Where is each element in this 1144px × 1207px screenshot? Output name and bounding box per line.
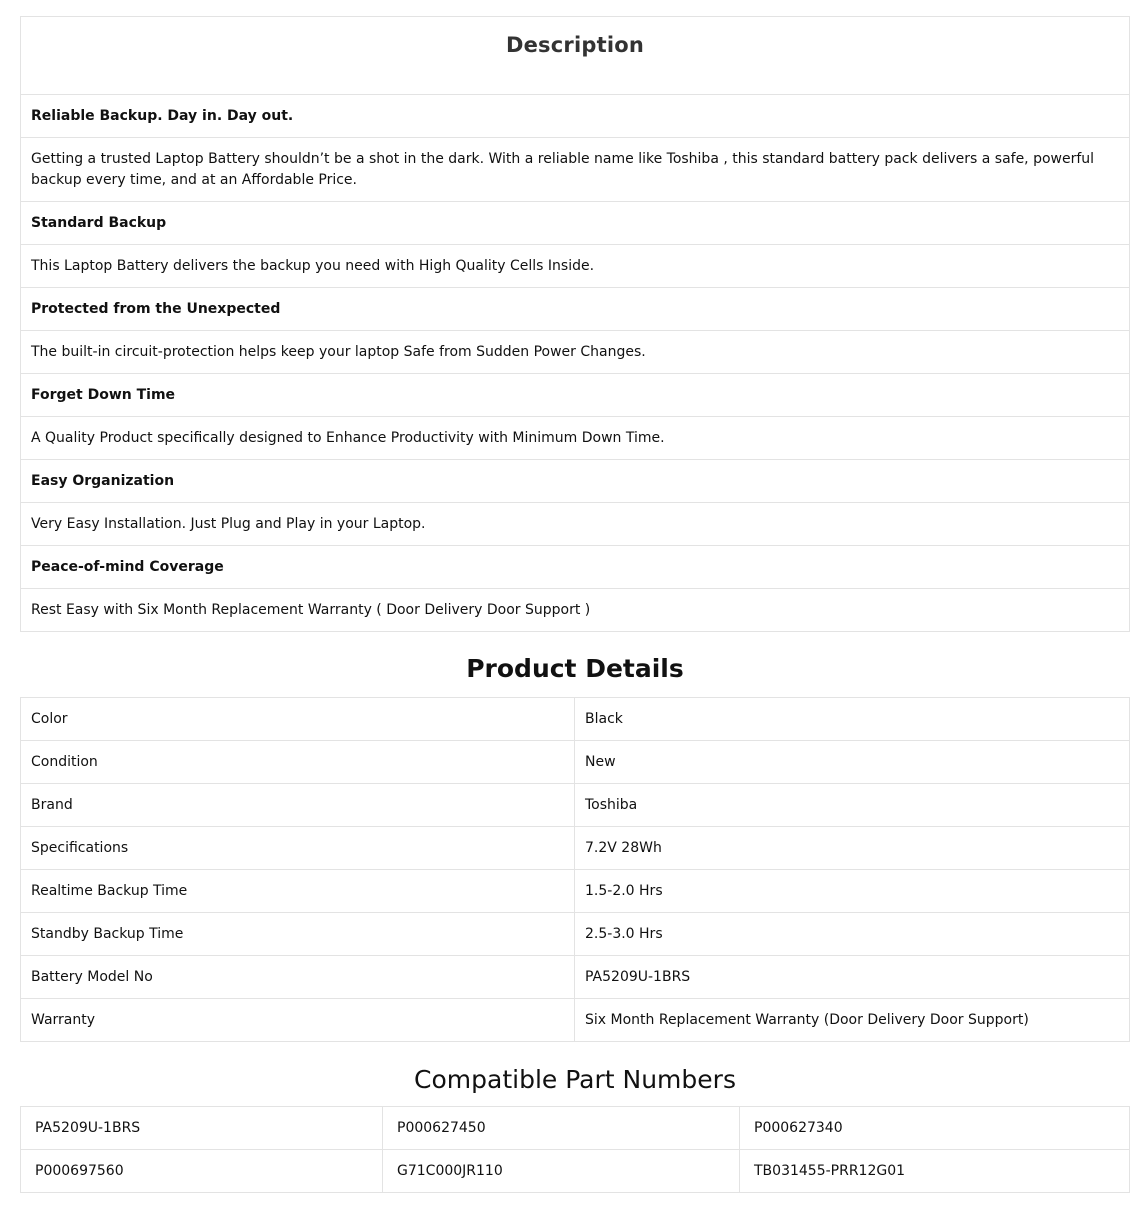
detail-value: Toshiba xyxy=(575,784,1130,827)
detail-label: Color xyxy=(21,698,575,741)
detail-value: Six Month Replacement Warranty (Door Delivery Door Support) xyxy=(575,999,1130,1042)
detail-label: Condition xyxy=(21,741,575,784)
detail-value: Black xyxy=(575,698,1130,741)
detail-label: Specifications xyxy=(21,827,575,870)
table-row xyxy=(21,827,1130,870)
part-number-cell: P000627450 xyxy=(383,1107,740,1150)
part-number-cell: G71C000JR110 xyxy=(383,1150,740,1193)
description-text: Rest Easy with Six Month Replacement Warranty ( Door Delivery Door Support ) xyxy=(21,589,1130,632)
description-text: Getting a trusted Laptop Battery shouldn’t be a shot in the dark. With a reliable name like Toshiba , this standard battery pack delivers a safe, powerful backup every time, and at an Affordable Price. xyxy=(21,138,1130,202)
detail-value: 1.5-2.0 Hrs xyxy=(575,870,1130,913)
detail-label: Battery Model No xyxy=(21,956,575,999)
detail-label: Standby Backup Time xyxy=(21,913,575,956)
detail-value: 2.5-3.0 Hrs xyxy=(575,913,1130,956)
detail-label: Warranty xyxy=(21,999,575,1042)
detail-value: PA5209U-1BRS xyxy=(575,956,1130,999)
table-row xyxy=(21,784,1130,827)
table-row xyxy=(21,698,1130,741)
compatible-parts-table xyxy=(20,1106,1130,1193)
table-row xyxy=(21,1150,1130,1193)
detail-value: 7.2V 28Wh xyxy=(575,827,1130,870)
product-details-table xyxy=(20,697,1130,1042)
description-heading: Protected from the Unexpected xyxy=(21,288,1130,331)
description-text: A Quality Product specifically designed to Enhance Productivity with Minimum Down Time. xyxy=(21,417,1130,460)
description-heading: Peace-of-mind Coverage xyxy=(21,546,1130,589)
part-number-cell: PA5209U-1BRS xyxy=(21,1107,383,1150)
description-table xyxy=(20,16,1130,632)
table-row xyxy=(21,913,1130,956)
part-number-cell: TB031455-PRR12G01 xyxy=(740,1150,1130,1193)
table-row xyxy=(21,870,1130,913)
table-row xyxy=(21,999,1130,1042)
description-text: The built-in circuit-protection helps keep your laptop Safe from Sudden Power Changes. xyxy=(21,331,1130,374)
detail-label: Brand xyxy=(21,784,575,827)
compatible-parts-title: Compatible Part Numbers xyxy=(414,1065,736,1094)
description-heading: Easy Organization xyxy=(21,460,1130,503)
description-heading: Forget Down Time xyxy=(21,374,1130,417)
description-heading: Reliable Backup. Day in. Day out. xyxy=(21,95,1130,138)
table-row xyxy=(21,1107,1130,1150)
table-row xyxy=(21,956,1130,999)
product-content xyxy=(20,16,1130,1193)
detail-value: New xyxy=(575,741,1130,784)
description-heading: Standard Backup xyxy=(21,202,1130,245)
description-title: Description xyxy=(21,17,1130,95)
part-number-cell: P000627340 xyxy=(740,1107,1130,1150)
part-number-cell: P000697560 xyxy=(21,1150,383,1193)
description-text: This Laptop Battery delivers the backup you need with High Quality Cells Inside. xyxy=(21,245,1130,288)
detail-label: Realtime Backup Time xyxy=(21,870,575,913)
product-details-title: Product Details xyxy=(466,654,684,683)
description-text: Very Easy Installation. Just Plug and Play in your Laptop. xyxy=(21,503,1130,546)
table-row xyxy=(21,741,1130,784)
